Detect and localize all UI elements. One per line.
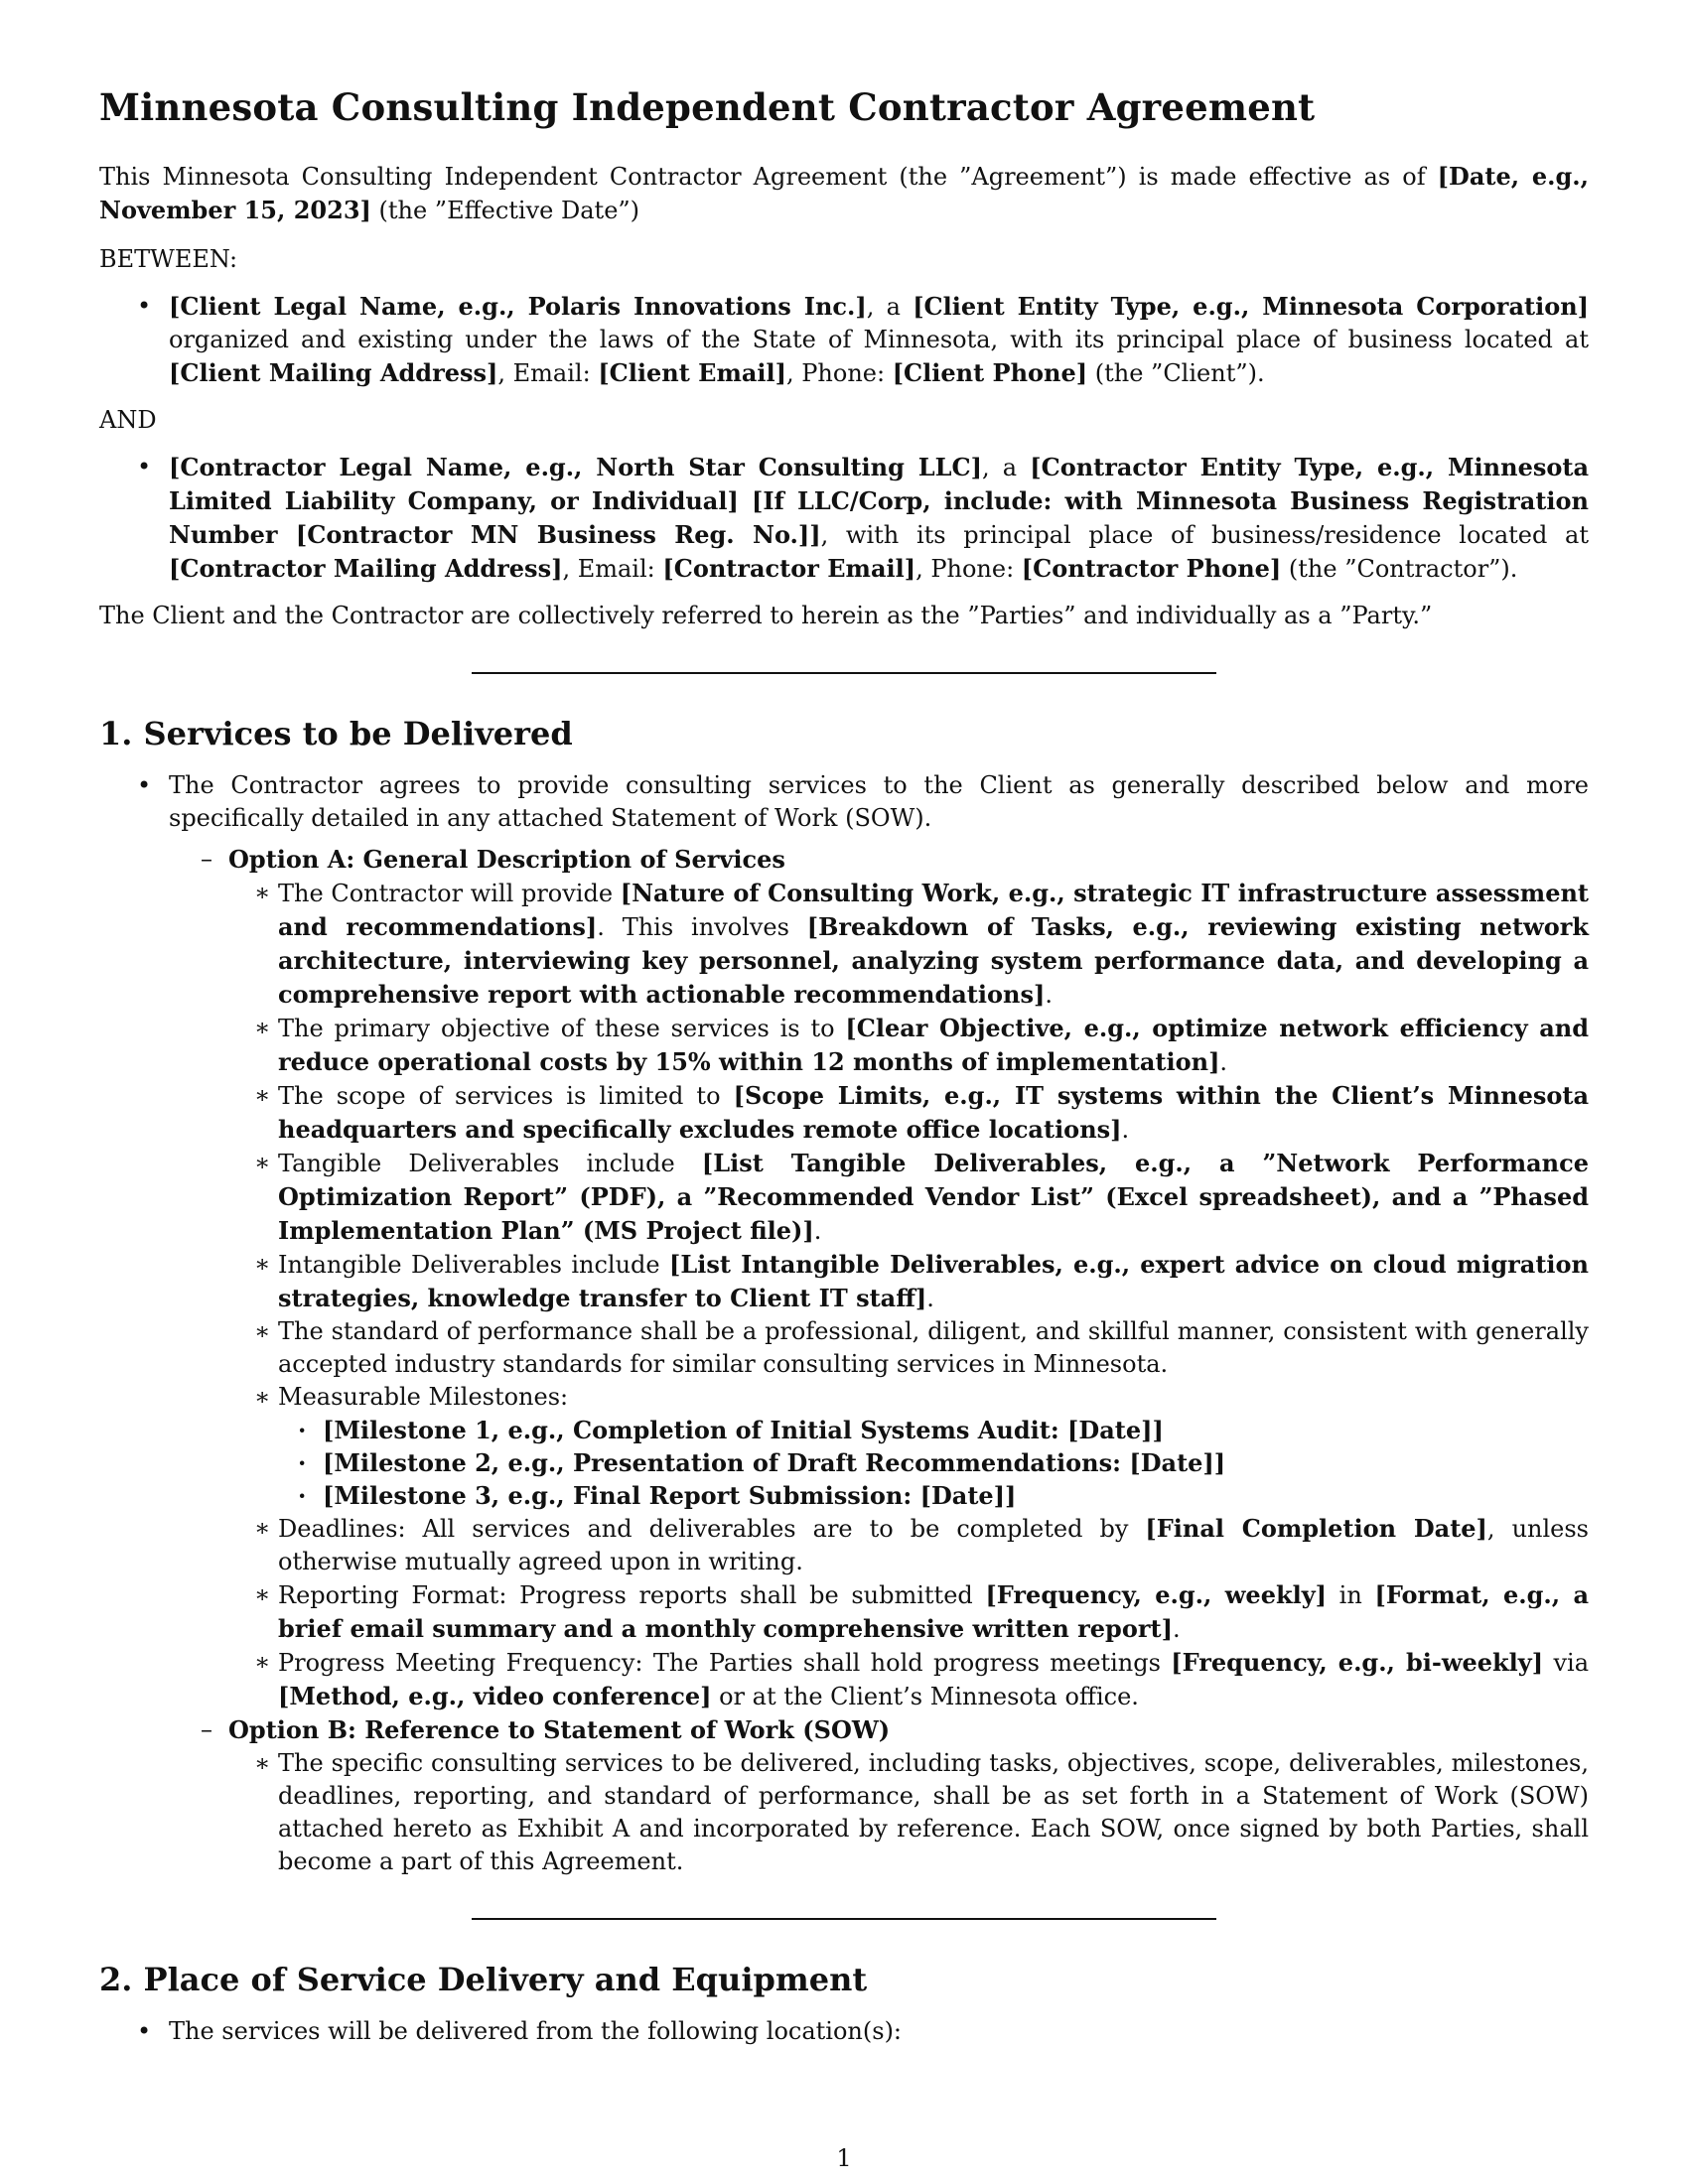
section-2-list (99, 2015, 1589, 2048)
section-divider (472, 672, 1216, 674)
list-item: ∗ Progress Meeting Frequency: The Parties shall hold progress meetings [Frequency, e.g., bi-weekly] via [Method, e.g., video conference] or at the Client’s Minnesota office. (228, 1646, 1589, 1713)
option-b: – Option B: Reference to Statement of Work (SOW) ∗ The specific consulting services to be delivered, including tasks, objectives, scope, deliverables, milestones, deadlines, reporting, and standard of performance, shall be as set forth in a Statement of Work (SOW) attached hereto as Exhibit A and incorporated by reference. Each SOW, once signed by both Parties, shall become a part of this Agreement. (169, 1713, 1589, 1878)
options-list (169, 843, 1589, 1878)
document-title: Minnesota Consulting Independent Contractor Agreement (99, 85, 1316, 129)
list-item: ∗ The Contractor will provide [Nature of Consulting Work, e.g., strategic IT infrastructure assessment and recommendations]. This involves [Breakdown of Tasks, e.g., reviewing existing network architecture, interviewing key personnel, analyzing system performance data, and developing a comprehensive report with actionable recommendations]. (228, 877, 1589, 1012)
section-1-list (99, 769, 1589, 1878)
contractor-list (99, 451, 1589, 586)
section-divider (472, 1918, 1216, 1920)
collective-definition: The Client and the Contractor are collectively referred to herein as the ”Parties” and individually as a ”Party.” (99, 602, 1433, 629)
client-list (99, 290, 1589, 390)
list-item: ∗ The standard of performance shall be a professional, diligent, and skillful manner, consistent with generally accepted industry standards for similar consulting services in Minnesota. (228, 1315, 1589, 1381)
milestone-item: · [Milestone 2, e.g., Presentation of Draft Recommendations: [Date]] (278, 1446, 1589, 1479)
list-item: ∗ The primary objective of these services is to [Clear Objective, e.g., optimize network efficiency and reduce operational costs by 15% within 12 months of implementation]. (228, 1012, 1589, 1079)
list-item: ∗ Intangible Deliverables include [List Intangible Deliverables, e.g., expert advice on cloud migration strategies, knowledge transfer to Client IT staff]. (228, 1248, 1589, 1315)
milestone-item: · [Milestone 1, e.g., Completion of Initial Systems Audit: [Date]] (278, 1414, 1589, 1446)
list-item: ∗ Deadlines: All services and deliverables are to be completed by [Final Completion Date], unless otherwise mutually agreed upon in writing. (228, 1512, 1589, 1578)
list-item: ∗ The specific consulting services to be delivered, including tasks, objectives, scope, deliverables, milestones, deadlines, reporting, and standard of performance, shall be as set forth in a Statement of Work (SOW) attached hereto as Exhibit A and incorporated by reference. Each SOW, once signed by both Parties, shall become a part of this Agreement. (228, 1747, 1589, 1878)
section-1-heading: 1. Services to be Delivered (99, 715, 573, 752)
contractor-party-item: • [Contractor Legal Name, e.g., North Star Consulting LLC], a [Contractor Entity Type, e.g., Minnesota Limited Liability Company, or Individual] [If LLC/Corp, include: with Minnesota Business Registration Number [Contractor MN Business Reg. No.]], with its principal place of business/residence located at [Contractor Mailing Address], Email: [Contractor Email], Phone: [Contractor Phone] (the ”Contractor”). (99, 451, 1589, 586)
between-label: BETWEEN: (99, 245, 238, 273)
milestone-item: · [Milestone 3, e.g., Final Report Submission: [Date]] (278, 1479, 1589, 1512)
intro-paragraph: This Minnesota Consulting Independent Contractor Agreement (the ”Agreement”) is made effective as of [Date, e.g., November 15, 2023] (the ”Effective Date”) (99, 162, 1590, 224)
client-party-item: • [Client Legal Name, e.g., Polaris Innovations Inc.], a [Client Entity Type, e.g., Minnesota Corporation] organized and existing under the laws of the State of Minnesota, with its principal place of business located at [Client Mailing Address], Email: [Client Email], Phone: [Client Phone] (the ”Client”). (99, 290, 1589, 390)
option-a: – Option A: General Description of Services ∗ The Contractor will provide [Nature of Consulting Work, e.g., strategic IT infrastructure assessment and recommendations]. This involves [Breakdown of Tasks, e.g., reviewing existing network architecture, interviewing key personnel, analyzing system performance data, and developing a comprehensive report with actionable recommendations]. ∗ The primary objective of these services is to [Clear Objective, e.g., optimize network efficiency and reduce operational costs by 15% within 12 months of implementation]. ∗ The scope of services is limited to [Scope Limits, e.g., IT systems within the Client’s Minnesota headquarters and specifically excludes remote office locations]. ∗ Tangible Deliverables include [List Tangible Deliverables, e.g., a ”Network Performance Optimization Report” (PDF), a ”Recommended Vendor List” (Excel spreadsheet), and a ”Phased Implementation Plan” (MS Project file)]. ∗ Intangible Deliverables include [List Intangible Deliverables, e.g., expert advice on cloud migration strategies, knowledge transfer to Client IT staff]. ∗ The standard of performance shall be a professional, diligent, and skillful manner, consistent with generally accepted industry standards for similar consulting services in Minnesota. ∗ Measurable Milestones: · [Milestone 1, e.g., Completion of Initial Systems Audit: [Date]] · [Milestone 2, e.g., Presentation of Draft Recommendations: [Date]] · [Milestone 3, e.g., Final Report Submission: [Date]] ∗ Deadlines: All services and deliverables are to be completed by [Final Completion Date], unless otherwise mutually agreed upon in writing. ∗ Reporting Format: Progress reports shall be submitted [Frequency, e.g., weekly] in [Format, e.g., a brief email summary and a monthly comprehensive written report]. ∗ Progress Meeting Frequency: The Parties shall hold progress meetings [Frequency, e.g., bi-weekly] via [Method, e.g., video conference] or at the Client’s Minnesota office. (169, 843, 1589, 1713)
and-label: AND (99, 406, 157, 434)
list-item: ∗ The scope of services is limited to [Scope Limits, e.g., IT systems within the Client’s Minnesota headquarters and specifically excludes remote office locations]. (228, 1079, 1589, 1147)
milestones-list (278, 1414, 1589, 1512)
list-item: ∗ Tangible Deliverables include [List Tangible Deliverables, e.g., a ”Network Performance Optimization Report” (PDF), a ”Recommended Vendor List” (Excel spreadsheet), and a ”Phased Implementation Plan” (MS Project file)]. (228, 1147, 1589, 1248)
effective-date-placeholder: [Date, e.g., November 15, 2023] (99, 162, 1590, 224)
option-a-items (228, 877, 1589, 1713)
list-item: ∗ Reporting Format: Progress reports shall be submitted [Frequency, e.g., weekly] in [Format, e.g., a brief email summary and a monthly comprehensive written report]. (228, 1578, 1589, 1646)
list-item: ∗ Measurable Milestones: · [Milestone 1, e.g., Completion of Initial Systems Audit: [Date]] · [Milestone 2, e.g., Presentation of Draft Recommendations: [Date]] · [Milestone 3, e.g., Final Report Submission: [Date]] (228, 1381, 1589, 1512)
section-2-bullet: • The services will be delivered from the following location(s): (99, 2015, 1589, 2048)
section-1-bullet: • The Contractor agrees to provide consulting services to the Client as generally described below and more specifically detailed in any attached Statement of Work (SOW). – Option A: General Description of Services ∗ The Contractor will provide [Nature of Consulting Work, e.g., strategic IT infrastructure assessment and recommendations]. This involves [Breakdown of Tasks, e.g., reviewing existing network architecture, interviewing key personnel, analyzing system performance data, and developing a comprehensive report with actionable recommendations]. ∗ The primary objective of these services is to [Clear Objective, e.g., optimize network efficiency and reduce operational costs by 15% within 12 months of implementation]. ∗ The scope of services is limited to [Scope Limits, e.g., IT systems within the Client’s Minnesota headquarters and specifically excludes remote office locations]. ∗ Tangible Deliverables include [List Tangible Deliverables, e.g., a ”Network Performance Optimization Report” (PDF), a ”Recommended Vendor List” (Excel spreadsheet), and a ”Phased Implementation Plan” (MS Project file)]. ∗ Intangible Deliverables include [List Intangible Deliverables, e.g., expert advice on cloud migration strategies, knowledge transfer to Client IT staff]. ∗ The standard of performance shall be a professional, diligent, and skillful manner, consistent with generally accepted industry standards for similar consulting services in Minnesota. ∗ Measurable Milestones: · [Milestone 1, e.g., Completion of Initial Systems Audit: [Date]] · [Milestone 2, e.g., Presentation of Draft Recommendations: [Date]] · [Milestone 3, e.g., Final Report Submission: [Date]] ∗ Deadlines: All services and deliverables are to be completed by [Final Completion Date], unless otherwise mutually agreed upon in writing. ∗ Reporting Format: Progress reports shall be submitted [Frequency, e.g., weekly] in [Format, e.g., a brief email summary and a monthly comprehensive written report]. ∗ Progress Meeting Frequency: The Parties shall hold progress meetings [Frequency, e.g., bi-weekly] via [Method, e.g., video conference] or at the Client’s Minnesota office. – Option B: Reference to Statement of Work (SOW) ∗ The specific consulting services to be delivered, including tasks, objectives, scope, deliverables, milestones, deadlines, reporting, and standard of performance, shall be as set forth in a Statement of Work (SOW) attached hereto as Exhibit A and incorporated by reference. Each SOW, once signed by both Parties, shall become a part of this Agreement. (99, 769, 1589, 1878)
section-2-heading: 2. Place of Service Delivery and Equipment (99, 1961, 868, 1998)
document-page (99, 84, 1589, 2048)
option-b-items (228, 1747, 1589, 1878)
page-number: 1 (836, 2144, 852, 2172)
